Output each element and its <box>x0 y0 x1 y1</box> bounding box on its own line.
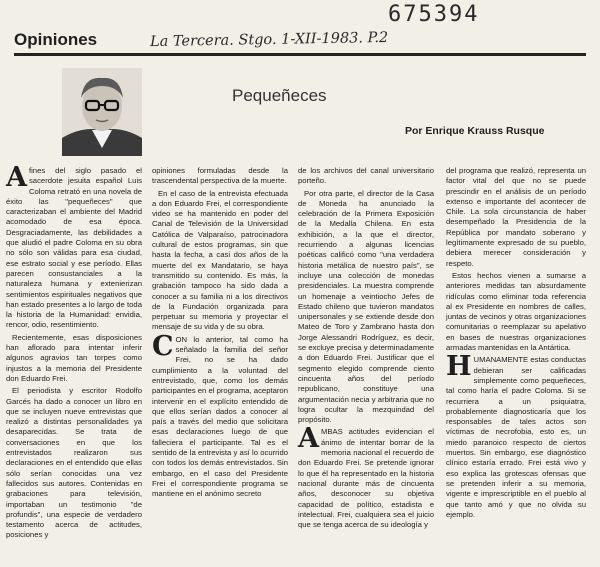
section-title: Opiniones <box>14 30 98 49</box>
paragraph: Estos hechos vienen a sumarse a anteriores medidas tan absurdamente ridículas como eliminar toda referencia al ex Presidente en nombres de calles, juntas de vecinos y otras organizaciones comunitarias o reemplazar su apelativo en bases de nuestras organizaciones armadas mantenidas en la Antártica. <box>446 270 586 353</box>
paragraph <box>152 330 288 500</box>
article-column-3 <box>298 166 434 532</box>
article-column-1 <box>6 162 142 543</box>
drop-cap: A <box>298 423 319 455</box>
drop-cap: C <box>152 330 174 362</box>
paragraph <box>6 162 142 331</box>
paragraph-text: UMANAMENTE estas conductas debieran ser calificadas simplemente como pequeñeces, tal como haría el padre Coloma. Si se recurriera a un psiquiatra, probablemente diagnosticaría que los responsables de tales actos son víctimas de necrofobia, esto es, un miedo paranoico respecto de ciertos muertos. Sin embargo, ese diagnóstico clínico estaría errado. Frei está vivo y eso explica las grotescas ofensas que se pretenden inferir a su memoria, vigente e imprescriptible en el pueblo al que tanto amó y que no olvida su ejemplo. <box>446 355 586 519</box>
paragraph-text: ON lo anterior, tal como ha señalado la familia del señor Frei, no se ha dado cumplimiento a la voluntad del entrevistado, que, como los demás participantes en el programa, aceptaron intervenir en el explícito entendido de que ellos serían dados a conocer al país a través del medio que solicitara esas declaraciones luego de que falleciera el participante. Tal es el sentido de la entrevista y así lo ocurrido con todos los demás entrevistados. Sin embargo, en el caso del Presidente Frei el correspondiente programa se mantiene en el anónimo secreto <box>152 334 288 499</box>
paragraph-text: fines del siglo pasado el sacerdote jesuita español Luis Coloma retrató en una novela de éxito las "pequeñeces" que caracterizaban el ambiente del Madrid acomodado de esa época. Desgraciadamente, las debilidades a que aludió el padre Coloma en su obra no sólo son válidas para esa ciudad, ese estrato social y ese período. Ellas parecen consustanciales a la naturaleza humana y extenierizan sentimientos espirituales negativos que han estado presentes a lo largo de toda la historia de la Humanidad: envidia, rencor, odio, resentimiento. <box>6 166 142 330</box>
article-column-4 <box>446 166 586 522</box>
paragraph: opiniones formuladas desde la trascendental perspectiva de la muerte. <box>152 166 288 186</box>
paragraph: de los archivos del canal universitario porteño. <box>298 166 434 186</box>
paragraph <box>298 423 434 530</box>
clipping-source-note: La Tercera. Stgo. 1-XII-1983. P.2 <box>149 29 389 51</box>
paragraph: Recientemente, esas disposiciones han aflorado para intentar inferir algunos agravios tan torpes como injustos a la memoria del Presidente don Eduardo Frei. <box>6 332 142 383</box>
paragraph: Por otra parte, el director de la Casa de Moneda ha anunciado la celebración de la Primera Exposición de la Medalla Chilena. En esta exhibición, a la que el director, recurriendo a algunas licencias poéticas calificó como "una verdadera historia metálica de nuestro país", se incluye una colección de monedas presidenciales. La muestra comprende un homenaje a veintiocho Jefes de Estado chileno que tuvieron mandatos unipersonales y se extiende desde don Mateo de Toro y Zambrano hasta don Jorge Alessandri Rodríguez, es decir, se excluye precisa y determinadamente a don Eduardo Frei. Justificar que el segmento elegido comprende ciento cincuenta años del período republicano, constituye una argumentación necia y arbitraria que no logra ocultar la mezquindad del propósito. <box>298 188 434 425</box>
section-rule <box>14 53 586 56</box>
drop-cap: H <box>446 351 472 383</box>
article-title: Pequeñeces <box>232 86 327 105</box>
paragraph: El periodista y escritor Rodolfo Garcés ha dado a conocer un libro en que se incluyen nueve entrevistas que realizó a distintas personalidades ya desaparecidas. Se trata de conversaciones en que los entrevistados realizaron sus declaraciones en el entendido que ellas sólo serían conocidas una vez fallecidos sus autores. Contenidas en grabaciones para televisión, importaban un testimonio "de profundis", una especie de verdadero testamento acerca de actitudes, posiciones y <box>6 386 142 540</box>
paragraph: En el caso de la entrevista efectuada a don Eduardo Frei, el correspondiente video se ha mantenido en poder del Canal de Televisión de la Universidad Católica de Valparaíso, patrocinadora cultural de estos programas, sin que hasta la fecha, a casi dos años de la muerte del ex Mandatario, se haya transmitido su contenido. Es más, la grabación tampoco ha sido dada a conocer a su familia ni a los directivos de la Fundación organizada para perpetuar su memoria y proyectar el mensaje de su vida y de su obra. <box>152 188 288 332</box>
paragraph-text: MBAS actitudes evidencian el ánimo de intentar borrar de la memoria nacional el recuerdo de don Eduardo Frei. Se pretende ignorar lo que él ha representado en la historia nacional durante más de cincuenta años, desconocer su objetiva capacidad de político, estadista e intelectual. Frei, cualquiera sea el juicio que se tenga acerca de su ideología y <box>298 427 434 530</box>
archive-number: 675394 <box>388 2 480 27</box>
author-photo <box>62 68 142 156</box>
byline: Por Enrique Krauss Rusque <box>405 125 545 137</box>
paragraph <box>446 351 586 520</box>
article-column-2 <box>152 166 288 502</box>
drop-cap: A <box>6 162 27 193</box>
paragraph: del programa que realizó, representa un factor vital del que no se puede prescindir en el análisis de un período extenso e importante del acontecer de Chile. La sola circunstancia de haber desempeñado la Presidencia de la República por mandato soberano y legítimamente expresado de su pueblo, debiera merecer consideración y respeto. <box>446 166 586 268</box>
